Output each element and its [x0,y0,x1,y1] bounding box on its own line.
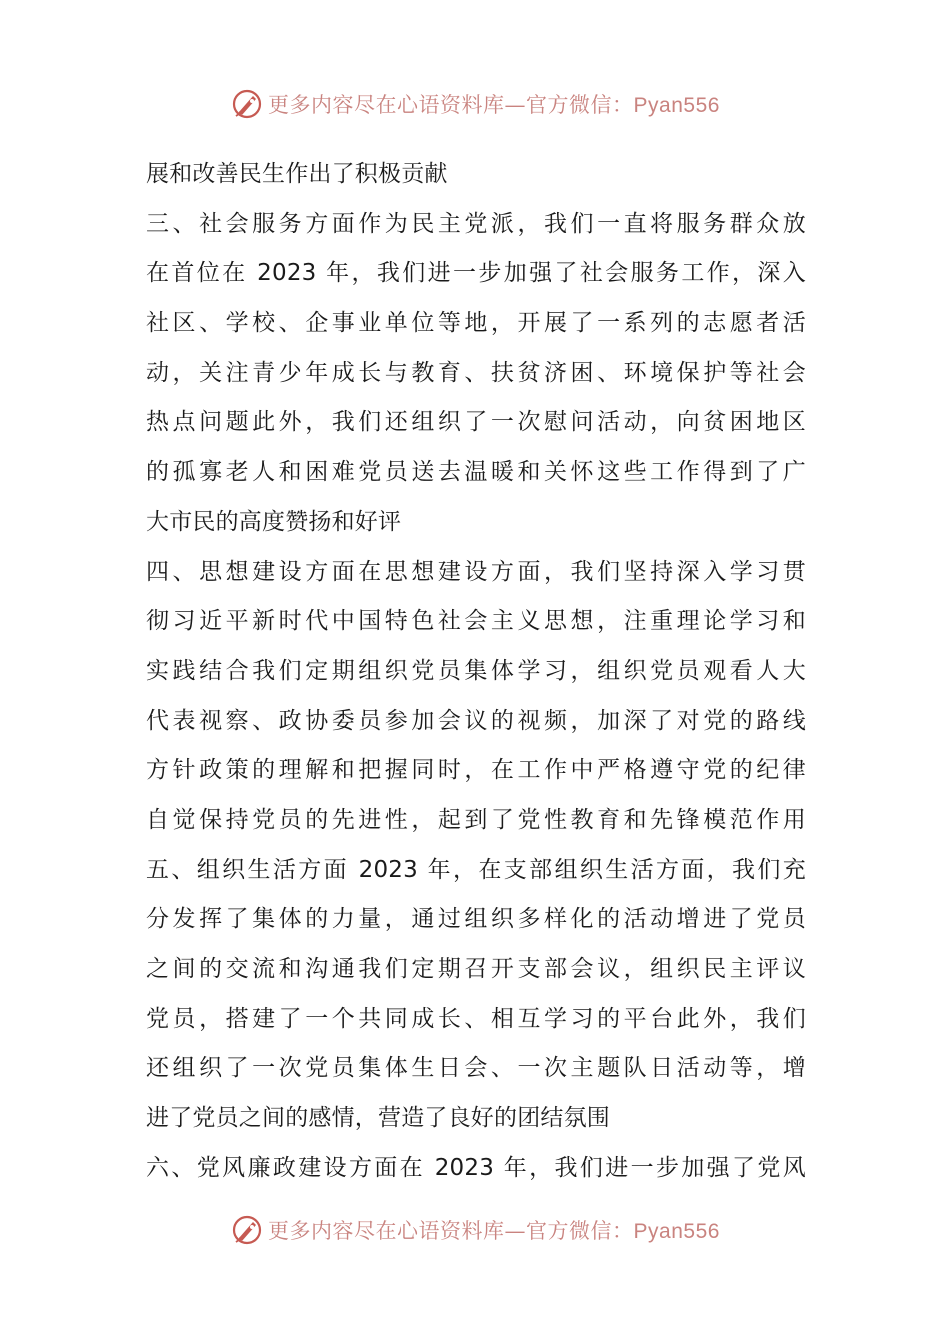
document-body [146,150,806,1193]
text-line: 五、组织生活方面 2023 年，在支部组织生活方面，我们充 [146,856,806,883]
watermark-label: 更多内容尽在心语资料库—官方微信： [268,93,634,117]
wechat-handle: Pyan556 [633,1220,720,1243]
pen-logo-icon [230,1213,264,1247]
watermark-label: 更多内容尽在心语资料库—官方微信： [268,1219,634,1243]
watermark-text [268,89,720,119]
wechat-handle: Pyan556 [633,94,720,117]
watermark-text [268,1215,720,1245]
text-line: 进了党员之间的感情，营造了良好的团结氛围 [146,1105,610,1132]
text-line: 方针政策的理解和把握同时，在工作中严格遵守党的纪律 [146,757,806,784]
text-line: 的孤寡老人和困难党员送去温暖和关怀这些工作得到了广 [146,459,806,486]
text-line: 分发挥了集体的力量，通过组织多样化的活动增进了党员 [146,906,806,933]
text-line: 在首位在 2023 年，我们进一步加强了社会服务工作，深入 [146,260,806,287]
text-line: 六、党风廉政建设方面在 2023 年，我们进一步加强了党风 [146,1154,806,1181]
text-line: 实践结合我们定期组织党员集体学习，组织党员观看人大 [146,657,806,684]
text-line: 大市民的高度赞扬和好评 [146,508,402,535]
text-line: 社区、学校、企事业单位等地，开展了一系列的志愿者活 [146,310,806,337]
text-line: 党员，搭建了一个共同成长、相互学习的平台此外，我们 [146,1005,806,1032]
header-watermark-banner [0,84,950,124]
text-line: 三、社会服务方面作为民主党派，我们一直将服务群众放 [146,210,806,237]
pen-logo-icon [230,87,264,121]
footer-watermark-banner [0,1210,950,1250]
text-line: 之间的交流和沟通我们定期召开支部会议，组织民主评议 [146,956,806,982]
text-line: 四、思想建设方面在思想建设方面，我们坚持深入学习贯 [146,558,806,585]
text-line: 代表视察、政协委员参加会议的视频，加深了对党的路线 [146,707,806,734]
text-line: 还组织了一次党员集体生日会、一次主题队日活动等，增 [146,1055,806,1082]
text-line: 展和改善民生作出了积极贡献 [146,161,448,187]
text-line: 动，关注青少年成长与教育、扶贫济困、环境保护等社会 [146,359,806,386]
text-line: 热点问题此外，我们还组织了一次慰问活动，向贫困地区 [146,409,806,436]
text-line: 彻习近平新时代中国特色社会主义思想，注重理论学习和 [146,608,806,635]
text-line: 自觉保持党员的先进性，起到了党性教育和先锋模范作用 [146,806,806,833]
